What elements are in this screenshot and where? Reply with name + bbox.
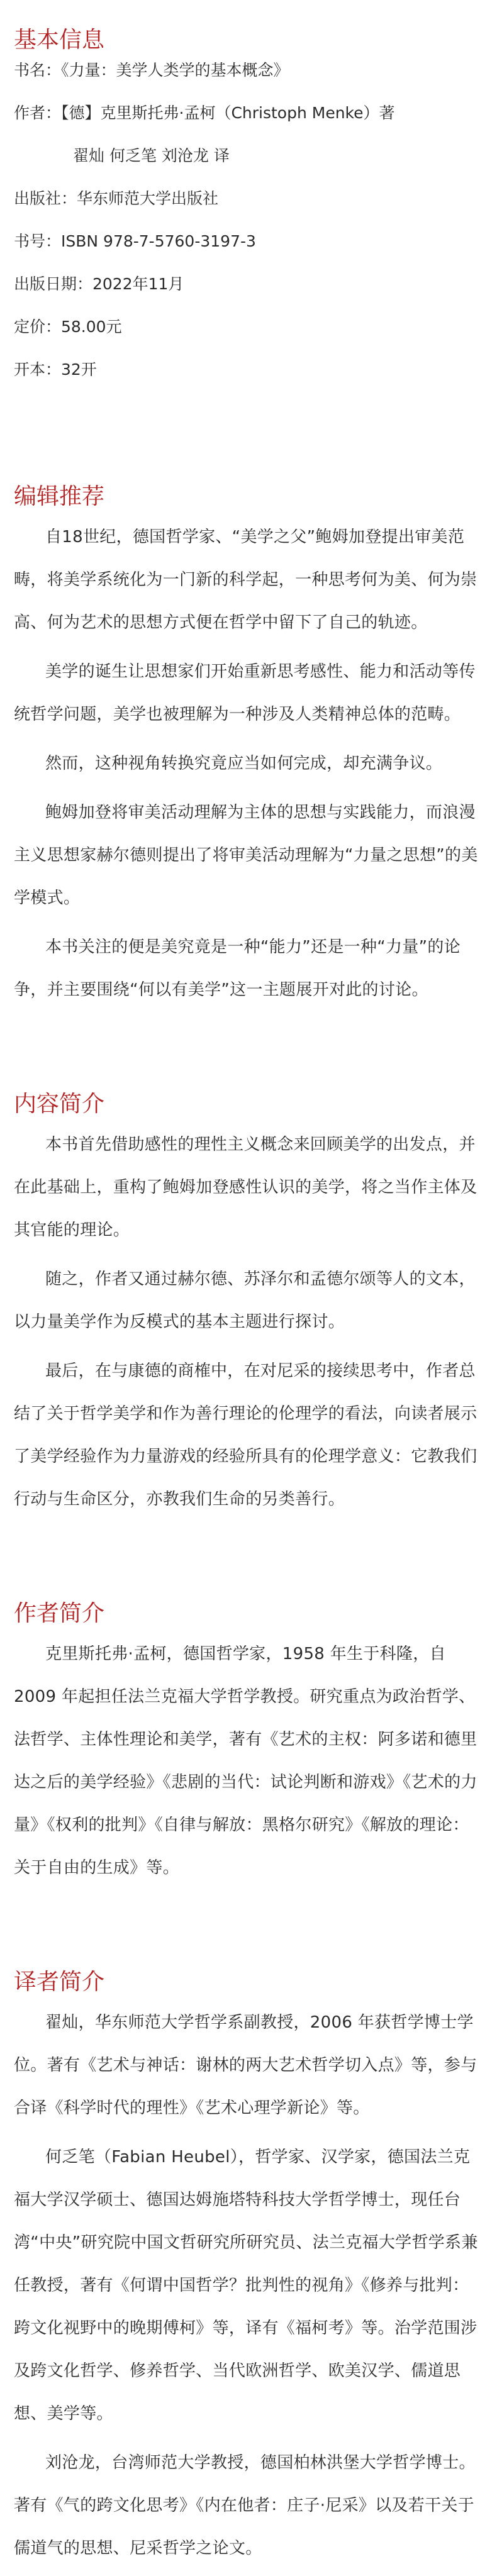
paragraph: 本书首先借助感性的理性主义概念来回顾美学的出发点，并在此基础上，重构了鲍姆加登感性认识的美学，将之当作主体及其官能的理论。 bbox=[14, 1135, 477, 1240]
section-title-basic-info: 基本信息 bbox=[14, 27, 105, 53]
section-title-content-summary: 内容简介 bbox=[14, 1091, 105, 1117]
isbn-line: 书号：ISBN 978-7-5760-3197-3 bbox=[14, 232, 256, 250]
paragraph: 自18世纪，德国哲学家、“美学之父”鲍姆加登提出审美范畴，将美学系统化为一门新的科学起，一种思考何为美、何为崇高、何为艺术的思想方式便在哲学中留下了自己的轨迹。 bbox=[14, 528, 477, 632]
content-summary-section bbox=[14, 1085, 483, 1521]
basic-info-section bbox=[14, 21, 483, 401]
paragraph: 本书关注的便是美究竟是一种“能力”还是一种“力量”的论争，并主要围绕“何以有美学”这一主题展开对此的讨论。 bbox=[14, 938, 461, 999]
editor-recommendation-section bbox=[14, 478, 483, 1011]
format-line: 开本：32开 bbox=[14, 360, 97, 379]
paragraph: 鲍姆加登将审美活动理解为主体的思想与实践能力，而浪漫主义思想家赫尔德则提出了将审美活动理解为“力量之思想”的美学模式。 bbox=[14, 803, 478, 908]
section-title-author-bio: 作者简介 bbox=[14, 1601, 105, 1626]
translators-line: 翟灿 何乏笔 刘沧龙 译 bbox=[73, 147, 230, 165]
paragraph: 克里斯托弗·孟柯，德国哲学家，1958 年生于科隆，自 2009 年起担任法兰克福大学哲学教授。研究重点为政治哲学、法哲学、主体性理论和美学，著有《艺术的主权：阿多诺和德里达之后的美学经验》《悲剧的当代：试论判断和游戏》《艺术的力量》《权利的批判》《自律与解放：黑格尔研究》《解放的理论：关于自由的生成》等。 bbox=[14, 1645, 477, 1877]
translator-bio-section bbox=[14, 1963, 483, 2570]
publisher-line: 出版社：华东师范大学出版社 bbox=[14, 189, 219, 208]
book-info-page bbox=[0, 21, 497, 2570]
price-line: 定价：58.00元 bbox=[14, 318, 122, 336]
section-title-translator-bio: 译者简介 bbox=[14, 1969, 105, 1995]
paragraph: 随之，作者又通过赫尔德、苏泽尔和孟德尔颂等人的文本，以力量美学作为反模式的基本主题进行探讨。 bbox=[14, 1270, 476, 1331]
paragraph: 刘沧龙，台湾师范大学教授，德国柏林洪堡大学哲学博士。著有《气的跨文化思考》《内在他者：庄子·尼采》以及若干关于儒道气的思想、尼采哲学之论文。 bbox=[14, 2453, 476, 2558]
author-bio-section bbox=[14, 1595, 483, 1889]
book-title-line: 书名：《力量：美学人类学的基本概念》 bbox=[14, 61, 289, 79]
paragraph: 然而，这种视角转换究竟应当如何完成，却充满争议。 bbox=[45, 754, 443, 773]
paragraph: 何乏笔（Fabian Heubel），哲学家、汉学家，德国法兰克福大学汉学硕士、德国达姆施塔特科技大学哲学博士，现任台湾“中央”研究院中国文哲研究所研究员、法兰克福大学哲学系兼任教授，著有《何谓中国哲学？批判性的视角》《修养与批判：跨文化视野中的晚期傅柯》等，译有《福柯考》等。治学范围涉及跨文化哲学、修养哲学、当代欧洲哲学、欧美汉学、儒道思想、美学等。 bbox=[14, 2148, 478, 2423]
paragraph: 翟灿，华东师范大学哲学系副教授，2006 年获哲学博士学位。著有《艺术与神话：谢林的两大艺术哲学切入点》等，参与合译《科学时代的理性》《艺术心理学新论》等。 bbox=[14, 2013, 477, 2118]
section-title-editor-recommendation: 编辑推荐 bbox=[14, 484, 105, 509]
publish-date-line: 出版日期：2022年11月 bbox=[14, 275, 184, 293]
author-line: 作者：【德】克里斯托弗·孟柯（Christoph Menke）著 bbox=[14, 104, 395, 122]
paragraph: 美学的诞生让思想家们开始重新思考感性、能力和活动等传统哲学问题，美学也被理解为一种涉及人类精神总体的范畴。 bbox=[14, 662, 476, 724]
paragraph: 最后，在与康德的商榷中，在对尼采的接续思考中，作者总结了关于哲学美学和作为善行理论的伦理学的看法，向读者展示了美学经验作为力量游戏的经验所具有的伦理学意义：它教我们行动与生命区分，亦教我们生命的另类善行。 bbox=[14, 1362, 477, 1509]
